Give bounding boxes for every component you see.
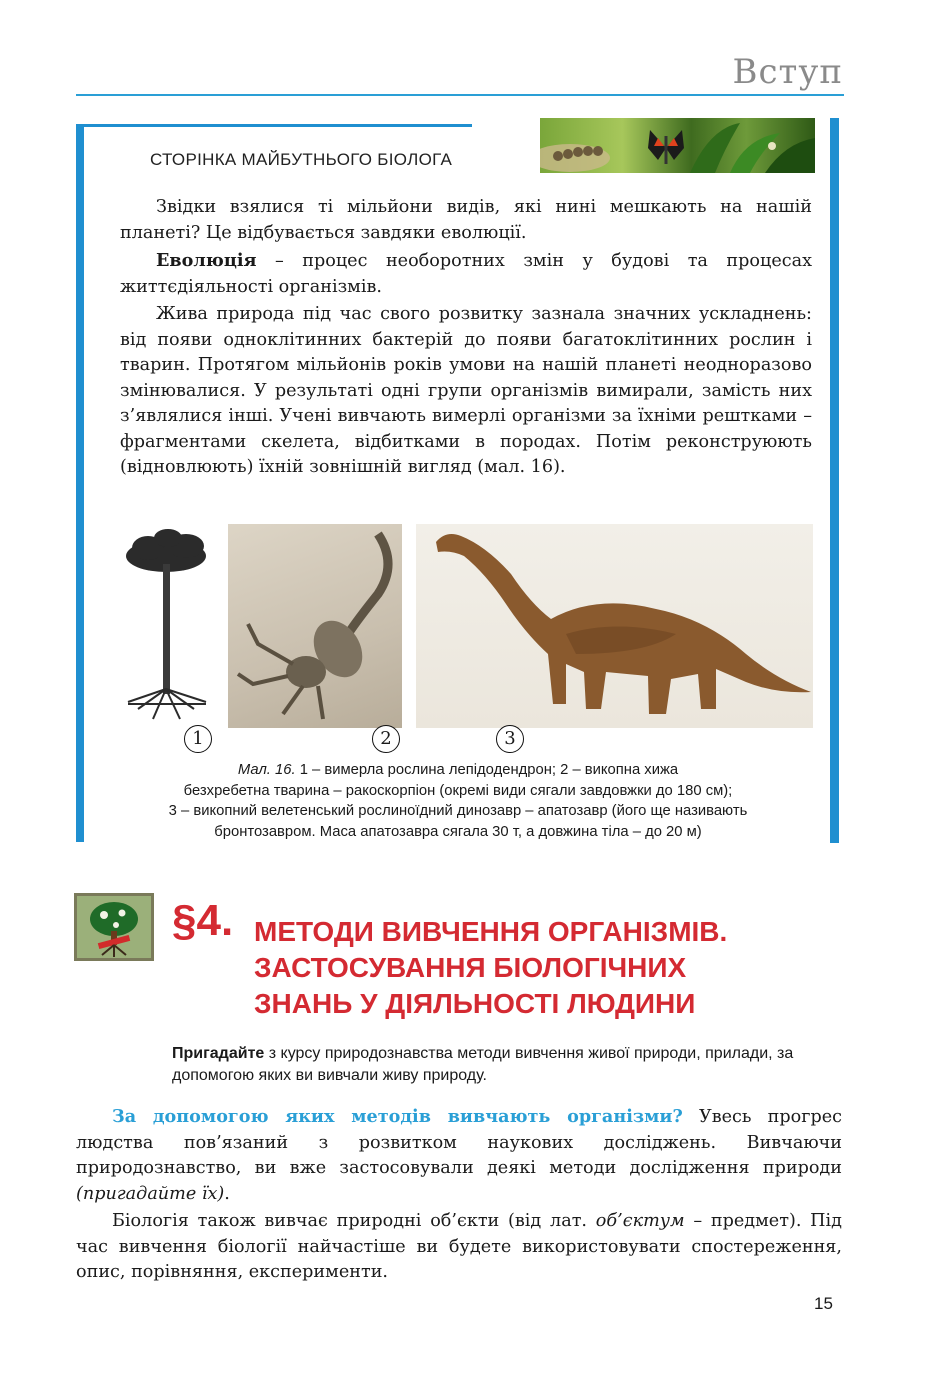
body-p1-end: . [224,1183,230,1204]
header-rule [76,94,844,96]
sea-scorpion-image [228,524,402,728]
box-paragraph-2 [120,248,812,300]
section-tree-icon [74,893,154,961]
recall-text: з курсу природознавства методи вивчення живої природи, прилади, за допомогою яких ви вивчали живу природу. [172,1045,794,1084]
figure-number-2: 2 [372,725,400,753]
figure-number-1: 1 [184,725,212,753]
body-paragraph-2 [76,1209,842,1286]
box-paragraph-1: Звідки взялися ті мільйони видів, які нині мешкають на нашій планеті? Це відбувається завдяки еволюції. [120,197,812,243]
section-title-line-1: МЕТОДИ ВИВЧЕННЯ ОРГАНІЗМІВ. [254,916,728,947]
recall-prompt [172,1043,842,1087]
lepidodendron-image [118,524,216,728]
chapter-title: Вступ [732,52,843,92]
recall-keyword: Пригадайте [172,1045,265,1062]
question-highlight: За допомогою яких методів вивчають організми? [112,1106,683,1127]
evolution-definition: – процес необоротних змін у будові та процесах життєдіяльності організмів. [120,251,812,297]
box-left-border [76,124,84,842]
section-title [254,914,727,1022]
body-p2-start: Біологія також вивчає природні об’єкти (від лат. [112,1211,596,1231]
figure-caption [96,760,820,842]
box-text [120,195,812,483]
caption-line-3: 3 – викопний велетенський рослиноїдний динозавр – апатозавр (його ще називають [168,803,748,819]
section-title-line-3: ЗНАНЬ У ДІЯЛЬНОСТІ ЛЮДИНИ [254,988,696,1019]
box-top-border [84,124,472,127]
caption-line-1: 1 – вимерла рослина лепідодендрон; 2 – викопна хижа [295,762,679,778]
box-paragraph-3: Жива природа під час свого розвитку зазнала значних ускладнень: від появи одноклітинних бактерій до появи багатоклітинних рослин і тварин. Протягом мільйонів років умови на нашій планеті неодноразово змінювалися. У результаті одні групи організмів вимирали, замість них з’являлися інші. Учені вивчають вимерлі організми за їхніми рештками – фрагментами скелета, відбитками в породах. Потім реконструюють (відновлюють) їхній зовнішній вигляд (мал. 16). [120,304,812,477]
section-number: §4. [172,896,234,945]
section-title-line-2: ЗАСТОСУВАННЯ БІОЛОГІЧНИХ [254,952,687,983]
body-p1-text: Увесь прогрес людства пов’язаний з розвитком наукових досліджень. Вивчаючи природознавство, ви вже застосовували деякі методи дослідження природи [76,1107,842,1178]
evolution-term: Еволюція [156,250,257,271]
body-p2-italic: об’єктум [595,1211,685,1231]
butterfly-banner-image [540,118,815,173]
section-body [76,1104,842,1288]
figure-number-3: 3 [496,725,524,753]
apatosaurus-image [416,524,813,728]
body-paragraph-1 [76,1104,842,1207]
page-number: 15 [814,1294,833,1313]
box-right-border [830,118,839,843]
body-p1-italic: (пригадайте їх) [76,1183,225,1204]
caption-line-4: бронтозавром. Маса апатозавра сягала 30 т, а довжина тіла – до 20 м) [214,823,702,840]
body-p2-end: – предмет). Під час вивчення біології найчастіше ви будете використовувати спостереження, опис, порівняння, експерименти. [76,1211,842,1282]
box-heading: СТОРІНКА МАЙБУТНЬОГО БІОЛОГА [150,150,453,169]
caption-prefix: Мал. 16. [237,762,296,778]
caption-line-2: безхребетна тварина – ракоскорпіон (окремі види сягали завдовжки до 180 см); [183,782,733,799]
